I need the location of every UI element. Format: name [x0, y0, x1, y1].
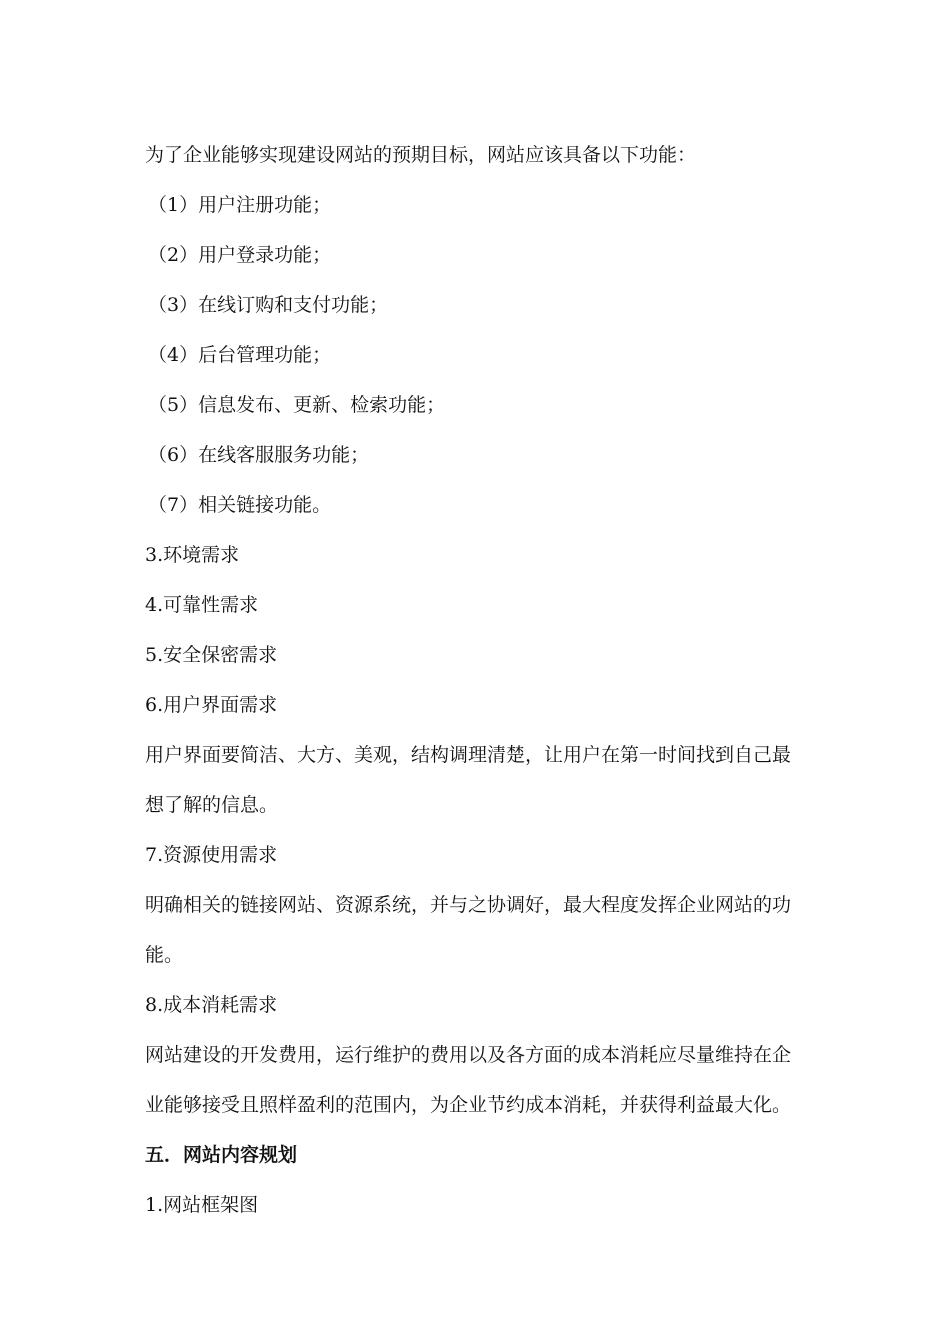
document-body [145, 130, 810, 1230]
resource-heading: 7.资源使用需求 [145, 844, 278, 866]
ui-paragraph-line: 用户界面要简洁、大方、美观，结构调理清楚，让用户在第一时间找到自己最 [145, 744, 792, 766]
resource-paragraph-line: 能。 [145, 944, 184, 966]
cost-heading: 8.成本消耗需求 [145, 994, 278, 1016]
security-heading: 5.安全保密需求 [145, 644, 278, 666]
function-item: （5）信息发布、更新、检索功能； [148, 394, 446, 416]
resource-paragraph-line: 明确相关的链接网站、资源系统，并与之协调好，最大程度发挥企业网站的功 [145, 894, 792, 916]
section-heading: 五．网站内容规划 [145, 1144, 298, 1166]
ui-heading: 6.用户界面需求 [145, 694, 278, 716]
cost-paragraph-line: 网站建设的开发费用，运行维护的费用以及各方面的成本消耗应尽量维持在企 [145, 1044, 792, 1066]
function-item: （1）用户注册功能； [148, 194, 332, 216]
environment-heading: 3.环境需求 [145, 544, 240, 566]
function-item: （7）相关链接功能。 [148, 494, 332, 516]
cost-paragraph-line: 业能够接受且照样盈利的范围内，为企业节约成本消耗，并获得利益最大化。 [145, 1094, 792, 1116]
function-item: （2）用户登录功能； [148, 244, 332, 266]
framework-heading: 1.网站框架图 [145, 1194, 259, 1216]
ui-paragraph-line: 想了解的信息。 [145, 794, 279, 816]
function-item: （3）在线订购和支付功能； [148, 294, 389, 316]
intro-paragraph: 为了企业能够实现建设网站的预期目标，网站应该具备以下功能： [145, 144, 697, 166]
reliability-heading: 4.可靠性需求 [145, 594, 259, 616]
function-item: （4）后台管理功能； [148, 344, 332, 366]
function-item: （6）在线客服服务功能； [148, 444, 370, 466]
